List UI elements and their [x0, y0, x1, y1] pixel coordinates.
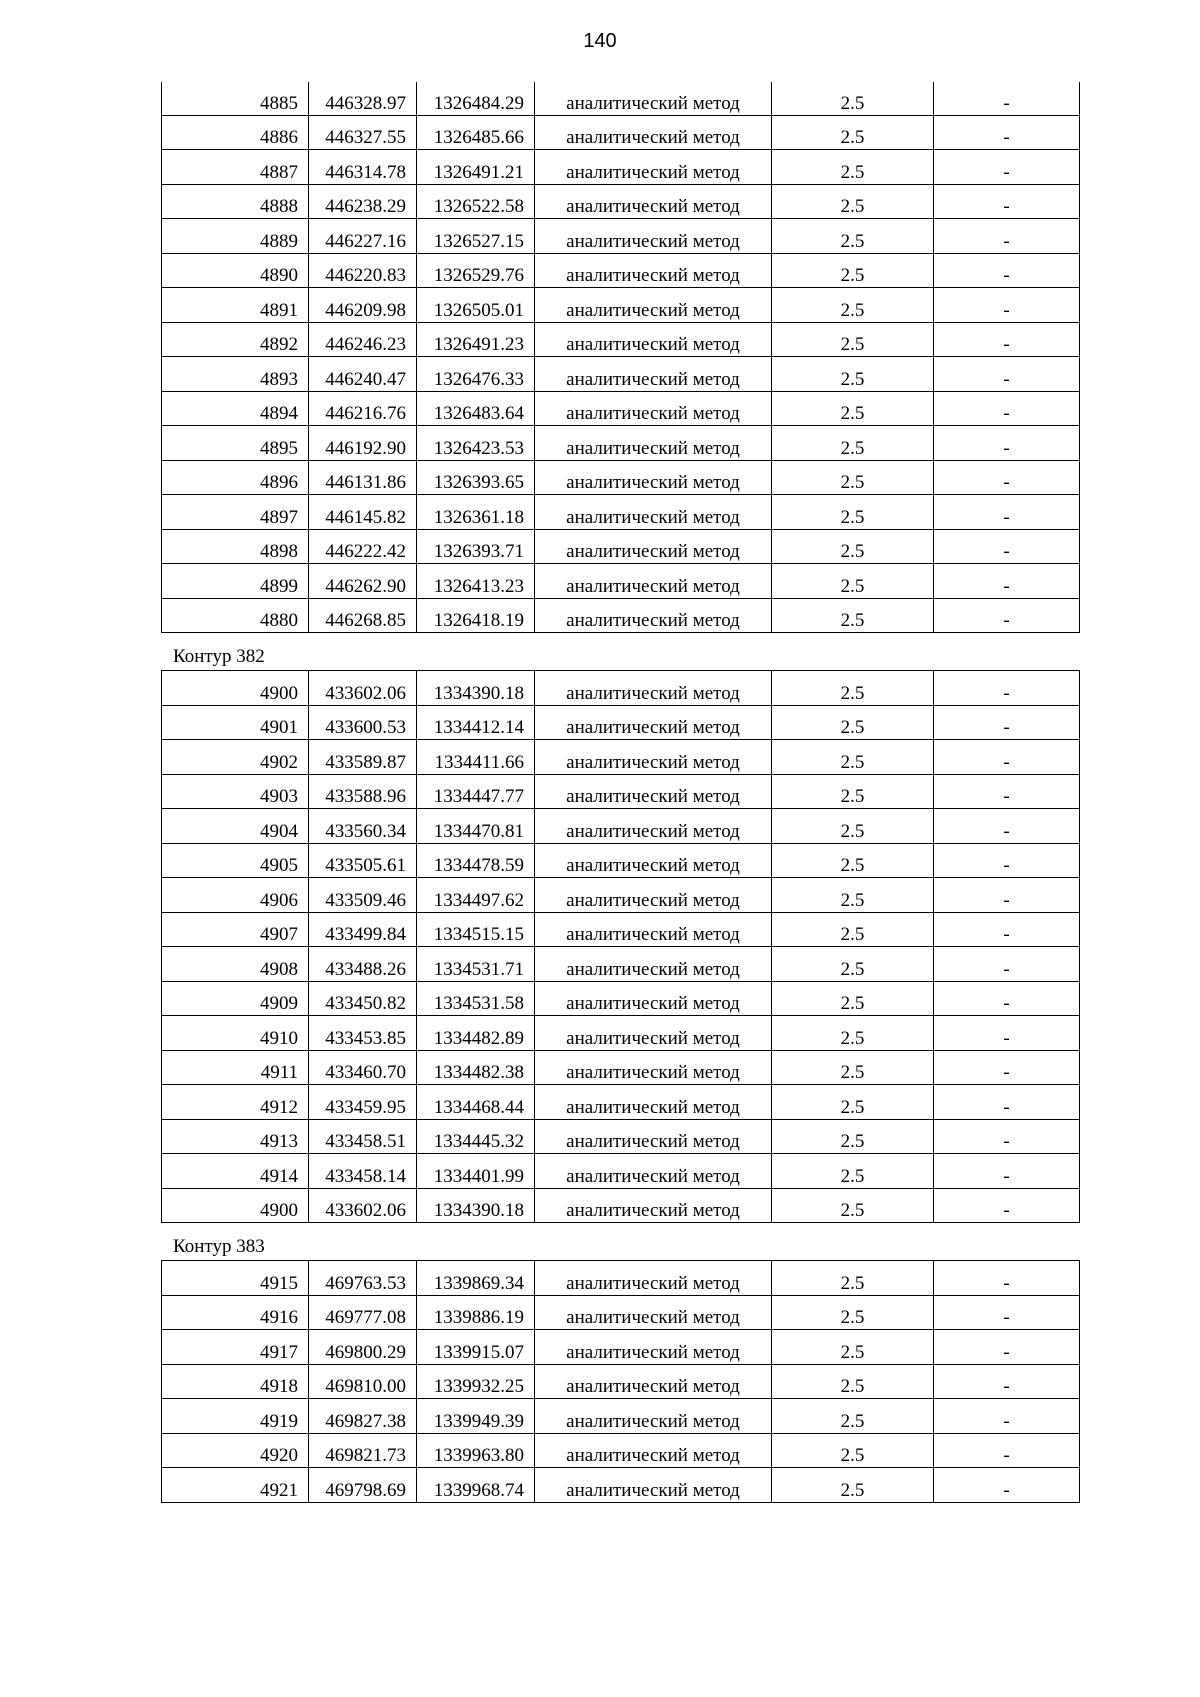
- note-cell: -: [934, 809, 1080, 844]
- point-number-cell: 4886: [162, 115, 309, 150]
- coordinate-x-cell: 433509.46: [309, 878, 417, 913]
- method-cell: аналитический метод: [535, 947, 772, 982]
- table-row: [162, 115, 1080, 150]
- accuracy-cell: 2.5: [772, 671, 934, 706]
- point-number-cell: 4909: [162, 981, 309, 1016]
- accuracy-cell: 2.5: [772, 322, 934, 357]
- table-row: [162, 1399, 1080, 1434]
- table-row: [162, 253, 1080, 288]
- coordinate-y-cell: 1334401.99: [417, 1154, 535, 1189]
- note-cell: -: [934, 82, 1080, 115]
- table-row: [162, 564, 1080, 599]
- table-row: [162, 1364, 1080, 1399]
- note-cell: -: [934, 1295, 1080, 1330]
- point-number-cell: 4920: [162, 1433, 309, 1468]
- method-cell: аналитический метод: [535, 184, 772, 219]
- note-cell: -: [934, 1261, 1080, 1296]
- note-cell: -: [934, 322, 1080, 357]
- accuracy-cell: 2.5: [772, 598, 934, 633]
- coordinate-x-cell: 469827.38: [309, 1399, 417, 1434]
- coordinate-y-cell: 1326393.71: [417, 529, 535, 564]
- coordinate-y-cell: 1339949.39: [417, 1399, 535, 1434]
- accuracy-cell: 2.5: [772, 219, 934, 254]
- point-number-cell: 4915: [162, 1261, 309, 1296]
- point-number-cell: 4896: [162, 460, 309, 495]
- point-number-cell: 4911: [162, 1050, 309, 1085]
- note-cell: -: [934, 1154, 1080, 1189]
- coordinate-x-cell: 446131.86: [309, 460, 417, 495]
- coordinate-x-cell: 433505.61: [309, 843, 417, 878]
- table-row: [162, 1295, 1080, 1330]
- accuracy-cell: 2.5: [772, 253, 934, 288]
- point-number-cell: 4893: [162, 357, 309, 392]
- note-cell: -: [934, 219, 1080, 254]
- table-row: [162, 705, 1080, 740]
- point-number-cell: 4890: [162, 253, 309, 288]
- method-cell: аналитический метод: [535, 1188, 772, 1223]
- note-cell: -: [934, 1468, 1080, 1503]
- point-number-cell: 4910: [162, 1016, 309, 1051]
- coordinate-y-cell: 1326476.33: [417, 357, 535, 392]
- point-number-cell: 4900: [162, 671, 309, 706]
- table-row: [162, 774, 1080, 809]
- note-cell: -: [934, 843, 1080, 878]
- note-cell: -: [934, 878, 1080, 913]
- accuracy-cell: 2.5: [772, 460, 934, 495]
- point-number-cell: 4918: [162, 1364, 309, 1399]
- method-cell: аналитический метод: [535, 912, 772, 947]
- coordinate-y-cell: 1326484.29: [417, 82, 535, 115]
- point-number-cell: 4917: [162, 1330, 309, 1365]
- point-number-cell: 4916: [162, 1295, 309, 1330]
- coordinate-y-cell: 1339869.34: [417, 1261, 535, 1296]
- coordinate-y-cell: 1334482.38: [417, 1050, 535, 1085]
- coordinate-x-cell: 433458.14: [309, 1154, 417, 1189]
- coordinates-table: [161, 82, 1080, 633]
- accuracy-cell: 2.5: [772, 843, 934, 878]
- coordinate-x-cell: 446240.47: [309, 357, 417, 392]
- method-cell: аналитический метод: [535, 460, 772, 495]
- table-row: [162, 809, 1080, 844]
- table-row: [162, 1261, 1080, 1296]
- coordinate-y-cell: 1326527.15: [417, 219, 535, 254]
- point-number-cell: 4921: [162, 1468, 309, 1503]
- method-cell: аналитический метод: [535, 1330, 772, 1365]
- coordinate-x-cell: 433453.85: [309, 1016, 417, 1051]
- accuracy-cell: 2.5: [772, 705, 934, 740]
- coordinate-x-cell: 446227.16: [309, 219, 417, 254]
- method-cell: аналитический метод: [535, 529, 772, 564]
- table-row: [162, 1119, 1080, 1154]
- method-cell: аналитический метод: [535, 1261, 772, 1296]
- coordinate-y-cell: 1334482.89: [417, 1016, 535, 1051]
- method-cell: аналитический метод: [535, 564, 772, 599]
- coordinate-y-cell: 1334470.81: [417, 809, 535, 844]
- accuracy-cell: 2.5: [772, 82, 934, 115]
- method-cell: аналитический метод: [535, 1295, 772, 1330]
- accuracy-cell: 2.5: [772, 391, 934, 426]
- table-row: [162, 219, 1080, 254]
- coordinate-x-cell: 469777.08: [309, 1295, 417, 1330]
- method-cell: аналитический метод: [535, 426, 772, 461]
- accuracy-cell: 2.5: [772, 774, 934, 809]
- point-number-cell: 4889: [162, 219, 309, 254]
- coordinate-x-cell: 446145.82: [309, 495, 417, 530]
- coordinate-x-cell: 446314.78: [309, 150, 417, 185]
- point-number-cell: 4906: [162, 878, 309, 913]
- accuracy-cell: 2.5: [772, 1468, 934, 1503]
- coordinate-x-cell: 433458.51: [309, 1119, 417, 1154]
- note-cell: -: [934, 1188, 1080, 1223]
- method-cell: аналитический метод: [535, 1119, 772, 1154]
- coordinate-x-cell: 446268.85: [309, 598, 417, 633]
- note-cell: -: [934, 495, 1080, 530]
- coordinate-y-cell: 1326491.21: [417, 150, 535, 185]
- coordinate-y-cell: 1326485.66: [417, 115, 535, 150]
- coordinate-y-cell: 1339932.25: [417, 1364, 535, 1399]
- coordinate-x-cell: 446222.42: [309, 529, 417, 564]
- note-cell: -: [934, 1085, 1080, 1120]
- coordinate-x-cell: 433602.06: [309, 1188, 417, 1223]
- accuracy-cell: 2.5: [772, 288, 934, 323]
- point-number-cell: 4880: [162, 598, 309, 633]
- coordinate-x-cell: 433589.87: [309, 740, 417, 775]
- table-row: [162, 1468, 1080, 1503]
- accuracy-cell: 2.5: [772, 1261, 934, 1296]
- coordinate-y-cell: 1326483.64: [417, 391, 535, 426]
- coordinate-x-cell: 469800.29: [309, 1330, 417, 1365]
- point-number-cell: 4891: [162, 288, 309, 323]
- note-cell: -: [934, 253, 1080, 288]
- accuracy-cell: 2.5: [772, 809, 934, 844]
- table-row: [162, 322, 1080, 357]
- point-number-cell: 4904: [162, 809, 309, 844]
- note-cell: -: [934, 460, 1080, 495]
- point-number-cell: 4903: [162, 774, 309, 809]
- method-cell: аналитический метод: [535, 322, 772, 357]
- table-row: [162, 1016, 1080, 1051]
- coordinate-y-cell: 1334445.32: [417, 1119, 535, 1154]
- accuracy-cell: 2.5: [772, 1050, 934, 1085]
- note-cell: -: [934, 1399, 1080, 1434]
- accuracy-cell: 2.5: [772, 357, 934, 392]
- point-number-cell: 4905: [162, 843, 309, 878]
- note-cell: -: [934, 912, 1080, 947]
- coordinate-y-cell: 1334390.18: [417, 1188, 535, 1223]
- coordinate-y-cell: 1326418.19: [417, 598, 535, 633]
- method-cell: аналитический метод: [535, 705, 772, 740]
- table-row: [162, 947, 1080, 982]
- accuracy-cell: 2.5: [772, 1085, 934, 1120]
- note-cell: -: [934, 1119, 1080, 1154]
- coordinate-y-cell: 1326423.53: [417, 426, 535, 461]
- table-row: [162, 740, 1080, 775]
- note-cell: -: [934, 357, 1080, 392]
- method-cell: аналитический метод: [535, 495, 772, 530]
- coordinate-x-cell: 469763.53: [309, 1261, 417, 1296]
- method-cell: аналитический метод: [535, 1468, 772, 1503]
- coordinate-x-cell: 433600.53: [309, 705, 417, 740]
- method-cell: аналитический метод: [535, 1364, 772, 1399]
- accuracy-cell: 2.5: [772, 495, 934, 530]
- coordinate-y-cell: 1334412.14: [417, 705, 535, 740]
- coordinate-x-cell: 469798.69: [309, 1468, 417, 1503]
- coordinate-y-cell: 1334515.15: [417, 912, 535, 947]
- note-cell: -: [934, 671, 1080, 706]
- method-cell: аналитический метод: [535, 1085, 772, 1120]
- table-row: [162, 460, 1080, 495]
- coordinate-x-cell: 446216.76: [309, 391, 417, 426]
- note-cell: -: [934, 1433, 1080, 1468]
- coordinate-y-cell: 1339915.07: [417, 1330, 535, 1365]
- point-number-cell: 4897: [162, 495, 309, 530]
- coordinate-y-cell: 1326361.18: [417, 495, 535, 530]
- coordinate-x-cell: 433488.26: [309, 947, 417, 982]
- table-row: [162, 1085, 1080, 1120]
- note-cell: -: [934, 529, 1080, 564]
- accuracy-cell: 2.5: [772, 115, 934, 150]
- accuracy-cell: 2.5: [772, 184, 934, 219]
- note-cell: -: [934, 774, 1080, 809]
- coordinate-x-cell: 433460.70: [309, 1050, 417, 1085]
- point-number-cell: 4901: [162, 705, 309, 740]
- point-number-cell: 4902: [162, 740, 309, 775]
- point-number-cell: 4895: [162, 426, 309, 461]
- method-cell: аналитический метод: [535, 843, 772, 878]
- point-number-cell: 4907: [162, 912, 309, 947]
- method-cell: аналитический метод: [535, 1016, 772, 1051]
- coordinate-x-cell: 433588.96: [309, 774, 417, 809]
- method-cell: аналитический метод: [535, 253, 772, 288]
- table-row: [162, 184, 1080, 219]
- accuracy-cell: 2.5: [772, 529, 934, 564]
- table-row: [162, 288, 1080, 323]
- table-row: [162, 912, 1080, 947]
- method-cell: аналитический метод: [535, 115, 772, 150]
- coordinate-x-cell: 446246.23: [309, 322, 417, 357]
- method-cell: аналитический метод: [535, 981, 772, 1016]
- accuracy-cell: 2.5: [772, 740, 934, 775]
- note-cell: -: [934, 426, 1080, 461]
- method-cell: аналитический метод: [535, 219, 772, 254]
- table-row: [162, 426, 1080, 461]
- method-cell: аналитический метод: [535, 878, 772, 913]
- coordinate-y-cell: 1326491.23: [417, 322, 535, 357]
- table-row: [162, 1330, 1080, 1365]
- coordinate-tables: [161, 82, 1079, 1503]
- method-cell: аналитический метод: [535, 391, 772, 426]
- table-row: [162, 671, 1080, 706]
- table-row: [162, 82, 1080, 115]
- coordinate-x-cell: 446192.90: [309, 426, 417, 461]
- coordinate-y-cell: 1334468.44: [417, 1085, 535, 1120]
- table-row: [162, 357, 1080, 392]
- coordinate-y-cell: 1339968.74: [417, 1468, 535, 1503]
- accuracy-cell: 2.5: [772, 1295, 934, 1330]
- note-cell: -: [934, 1016, 1080, 1051]
- contour-label: Контур 383: [173, 1236, 265, 1257]
- coordinates-table: [161, 670, 1080, 1223]
- table-row: [162, 981, 1080, 1016]
- method-cell: аналитический метод: [535, 1154, 772, 1189]
- note-cell: -: [934, 391, 1080, 426]
- coordinate-y-cell: 1334497.62: [417, 878, 535, 913]
- coordinate-y-cell: 1334447.77: [417, 774, 535, 809]
- accuracy-cell: 2.5: [772, 1433, 934, 1468]
- method-cell: аналитический метод: [535, 774, 772, 809]
- coordinate-y-cell: 1339963.80: [417, 1433, 535, 1468]
- table-row: [162, 529, 1080, 564]
- point-number-cell: 4899: [162, 564, 309, 599]
- note-cell: -: [934, 184, 1080, 219]
- accuracy-cell: 2.5: [772, 564, 934, 599]
- coordinate-x-cell: 446328.97: [309, 82, 417, 115]
- point-number-cell: 4894: [162, 391, 309, 426]
- coordinate-x-cell: 469821.73: [309, 1433, 417, 1468]
- method-cell: аналитический метод: [535, 1399, 772, 1434]
- accuracy-cell: 2.5: [772, 947, 934, 982]
- point-number-cell: 4908: [162, 947, 309, 982]
- coordinate-x-cell: 433560.34: [309, 809, 417, 844]
- method-cell: аналитический метод: [535, 809, 772, 844]
- method-cell: аналитический метод: [535, 82, 772, 115]
- note-cell: -: [934, 947, 1080, 982]
- note-cell: -: [934, 1364, 1080, 1399]
- accuracy-cell: 2.5: [772, 1330, 934, 1365]
- accuracy-cell: 2.5: [772, 1399, 934, 1434]
- method-cell: аналитический метод: [535, 598, 772, 633]
- point-number-cell: 4892: [162, 322, 309, 357]
- table-row: [162, 495, 1080, 530]
- note-cell: -: [934, 598, 1080, 633]
- coordinate-x-cell: 446327.55: [309, 115, 417, 150]
- coordinate-x-cell: 433450.82: [309, 981, 417, 1016]
- point-number-cell: 4913: [162, 1119, 309, 1154]
- coordinate-y-cell: 1339886.19: [417, 1295, 535, 1330]
- note-cell: -: [934, 564, 1080, 599]
- table-row: [162, 1050, 1080, 1085]
- coordinate-y-cell: 1326393.65: [417, 460, 535, 495]
- accuracy-cell: 2.5: [772, 878, 934, 913]
- accuracy-cell: 2.5: [772, 426, 934, 461]
- coordinate-y-cell: 1334531.71: [417, 947, 535, 982]
- method-cell: аналитический метод: [535, 1433, 772, 1468]
- coordinate-x-cell: 433459.95: [309, 1085, 417, 1120]
- point-number-cell: 4914: [162, 1154, 309, 1189]
- table-row: [162, 1188, 1080, 1223]
- note-cell: -: [934, 1050, 1080, 1085]
- point-number-cell: 4887: [162, 150, 309, 185]
- method-cell: аналитический метод: [535, 150, 772, 185]
- coordinate-y-cell: 1326529.76: [417, 253, 535, 288]
- coordinate-x-cell: 446209.98: [309, 288, 417, 323]
- point-number-cell: 4900: [162, 1188, 309, 1223]
- coordinate-x-cell: 446220.83: [309, 253, 417, 288]
- table-row: [162, 843, 1080, 878]
- table-row: [162, 1433, 1080, 1468]
- method-cell: аналитический метод: [535, 671, 772, 706]
- point-number-cell: 4919: [162, 1399, 309, 1434]
- accuracy-cell: 2.5: [772, 1119, 934, 1154]
- contour-label: Контур 382: [173, 646, 265, 667]
- accuracy-cell: 2.5: [772, 150, 934, 185]
- coordinate-y-cell: 1334411.66: [417, 740, 535, 775]
- note-cell: -: [934, 705, 1080, 740]
- accuracy-cell: 2.5: [772, 1154, 934, 1189]
- coordinate-x-cell: 433602.06: [309, 671, 417, 706]
- coordinate-x-cell: 433499.84: [309, 912, 417, 947]
- coordinates-table: [161, 1260, 1080, 1503]
- accuracy-cell: 2.5: [772, 1016, 934, 1051]
- method-cell: аналитический метод: [535, 1050, 772, 1085]
- table-row: [162, 1154, 1080, 1189]
- coordinate-x-cell: 446238.29: [309, 184, 417, 219]
- coordinate-y-cell: 1334478.59: [417, 843, 535, 878]
- coordinate-x-cell: 469810.00: [309, 1364, 417, 1399]
- note-cell: -: [934, 740, 1080, 775]
- coordinate-y-cell: 1326505.01: [417, 288, 535, 323]
- coordinate-y-cell: 1326413.23: [417, 564, 535, 599]
- note-cell: -: [934, 115, 1080, 150]
- point-number-cell: 4912: [162, 1085, 309, 1120]
- coordinate-y-cell: 1326522.58: [417, 184, 535, 219]
- table-row: [162, 878, 1080, 913]
- note-cell: -: [934, 1330, 1080, 1365]
- accuracy-cell: 2.5: [772, 1188, 934, 1223]
- note-cell: -: [934, 288, 1080, 323]
- page-number: 140: [583, 30, 617, 52]
- method-cell: аналитический метод: [535, 740, 772, 775]
- accuracy-cell: 2.5: [772, 981, 934, 1016]
- point-number-cell: 4888: [162, 184, 309, 219]
- coordinate-x-cell: 446262.90: [309, 564, 417, 599]
- note-cell: -: [934, 981, 1080, 1016]
- coordinate-y-cell: 1334531.58: [417, 981, 535, 1016]
- method-cell: аналитический метод: [535, 357, 772, 392]
- accuracy-cell: 2.5: [772, 912, 934, 947]
- table-row: [162, 598, 1080, 633]
- method-cell: аналитический метод: [535, 288, 772, 323]
- coordinate-y-cell: 1334390.18: [417, 671, 535, 706]
- note-cell: -: [934, 150, 1080, 185]
- table-row: [162, 391, 1080, 426]
- table-row: [162, 150, 1080, 185]
- accuracy-cell: 2.5: [772, 1364, 934, 1399]
- point-number-cell: 4898: [162, 529, 309, 564]
- point-number-cell: 4885: [162, 82, 309, 115]
